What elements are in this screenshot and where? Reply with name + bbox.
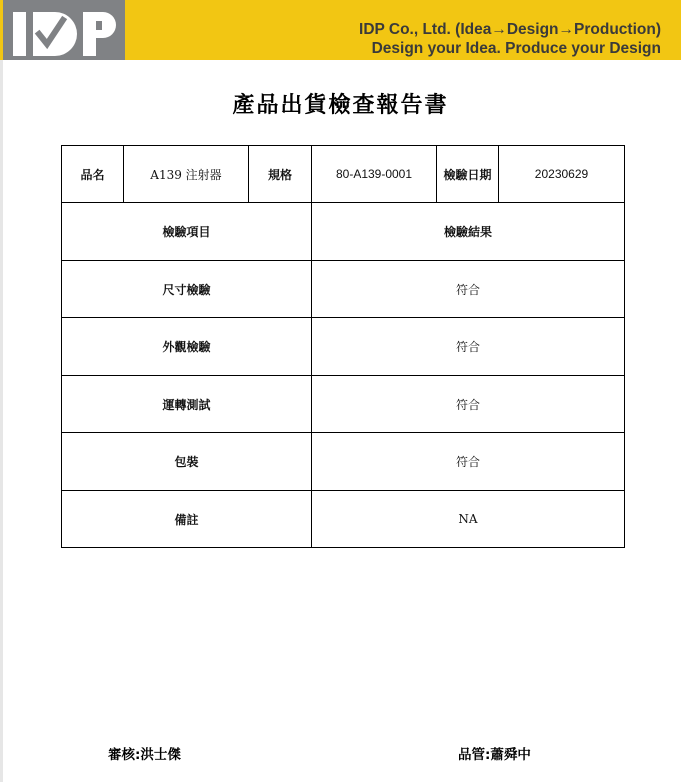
product-name-label: 品名: [62, 146, 124, 203]
table-row: [62, 491, 625, 548]
row-result: 符合: [312, 318, 625, 376]
table-row: [62, 376, 625, 433]
row-item: 運轉測試: [62, 376, 312, 433]
qc-signature: 品管:蕭舜中: [458, 747, 531, 763]
row-item: 包裝: [62, 433, 312, 491]
reviewer-signature: 審核:洪士傑: [108, 747, 181, 763]
row-item: 尺寸檢驗: [62, 261, 312, 318]
row-item: 備註: [62, 491, 312, 548]
spec-label: 規格: [249, 146, 312, 203]
row-result: 符合: [312, 433, 625, 491]
row-item: 外觀檢驗: [62, 318, 312, 376]
company-slogan: Design your Idea. Produce your Design: [371, 40, 661, 57]
row-result: 符合: [312, 261, 625, 318]
idp-logo-icon: [3, 0, 125, 60]
spec-value: 80-A139-0001: [312, 146, 437, 203]
inspection-date-label: 檢驗日期: [437, 146, 499, 203]
row-result: 符合: [312, 376, 625, 433]
table-row: [62, 261, 625, 318]
product-name-value: A139 注射器: [124, 146, 249, 203]
document-title: 產品出貨檢查報告書: [232, 92, 449, 118]
table-row: [62, 433, 625, 491]
row-result: NA: [312, 491, 625, 548]
company-info: [359, 20, 661, 58]
table-header-row: [62, 203, 625, 261]
table-row: [62, 318, 625, 376]
inspection-date-value: 20230629: [499, 146, 625, 203]
inspection-item-header: 檢驗項目: [62, 203, 312, 261]
inspection-result-header: 檢驗結果: [312, 203, 625, 261]
info-row: [62, 146, 625, 203]
inspection-table: [61, 145, 625, 548]
company-name: IDP Co., Ltd. (Idea→Design→Production): [359, 21, 661, 38]
company-logo: [3, 0, 125, 60]
